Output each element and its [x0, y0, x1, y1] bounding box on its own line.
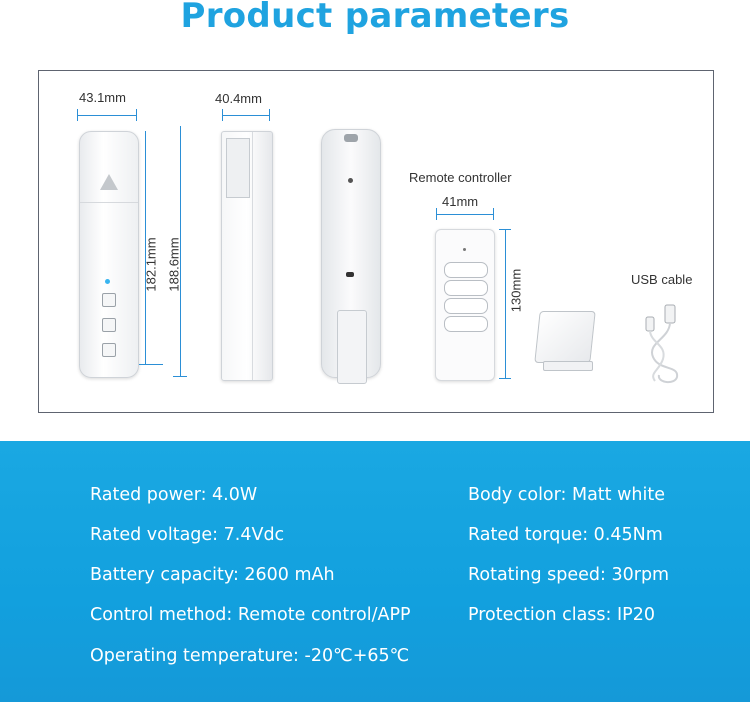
side-seam [252, 132, 253, 380]
stop-key-icon [102, 318, 116, 332]
product-diagram-frame [38, 70, 714, 413]
specs-panel [0, 441, 750, 702]
spec-battery-capacity: Battery capacity: 2600 mAh [90, 565, 335, 585]
page-title: Product parameters [180, 0, 570, 36]
width-front-tick-right [136, 109, 137, 121]
back-screw-hole-top [348, 178, 353, 183]
back-screw-hole-bottom [346, 272, 354, 277]
wall-holder-base [543, 361, 593, 371]
spec-rated-power: Rated power: 4.0W [90, 485, 258, 505]
remote-key-up-icon [444, 262, 488, 278]
mounting-clip [337, 310, 367, 384]
remote-controller [435, 229, 495, 381]
width-side-line [222, 115, 270, 116]
back-top-slot [344, 134, 358, 142]
height-inner-tick [139, 364, 163, 365]
width-side-label: 40.4mm [215, 91, 262, 106]
motor-front-view [79, 131, 139, 378]
usb-cable-icon [639, 299, 699, 389]
remote-height-tick-bottom [499, 378, 511, 379]
remote-height-label: 130mm [508, 268, 524, 313]
spec-rotating-speed: Rotating speed: 30rpm [468, 565, 670, 585]
motor-side-view [221, 131, 273, 381]
spec-rated-voltage: Rated voltage: 7.4Vdc [90, 525, 285, 545]
spec-operating-temperature: Operating temperature: -20℃+65℃ [90, 646, 410, 666]
up-key-icon [102, 293, 116, 307]
down-key-icon [102, 343, 116, 357]
width-side-tick-right [269, 109, 270, 121]
motor-back-view [321, 129, 381, 378]
width-front-label: 43.1mm [79, 90, 126, 105]
remote-key-down-icon [444, 298, 488, 314]
spec-control-method: Control method: Remote control/APP [90, 605, 411, 625]
front-seam [80, 202, 138, 203]
remote-height-line [505, 229, 506, 379]
height-inner-label: 182.1mm [143, 237, 159, 292]
width-front-line [77, 115, 137, 116]
remote-key-stop-icon [444, 280, 488, 296]
height-outer-label: 188.6mm [166, 237, 182, 292]
usb-label: USB cable [631, 272, 693, 287]
remote-height-tick-top [499, 229, 511, 230]
wall-holder-plate [534, 311, 595, 363]
spec-rated-torque: Rated torque: 0.45Nm [468, 525, 663, 545]
side-clip [226, 138, 250, 198]
remote-key-extra-icon [444, 316, 488, 332]
remote-width-label: 41mm [442, 194, 479, 209]
height-outer-tick [173, 376, 187, 377]
width-side-tick-left [222, 109, 223, 121]
width-front-tick-left [77, 109, 78, 121]
spec-protection-class: Protection class: IP20 [468, 605, 655, 625]
wall-holder [531, 311, 597, 369]
status-led-icon [105, 279, 110, 284]
spec-body-color: Body color: Matt white [468, 485, 665, 505]
remote-width-tick-right [493, 208, 494, 220]
brand-logo-icon [100, 174, 118, 190]
remote-width-line [436, 214, 494, 215]
remote-width-tick-left [436, 208, 437, 220]
remote-label: Remote controller [409, 170, 512, 185]
remote-indicator-icon [463, 248, 466, 251]
